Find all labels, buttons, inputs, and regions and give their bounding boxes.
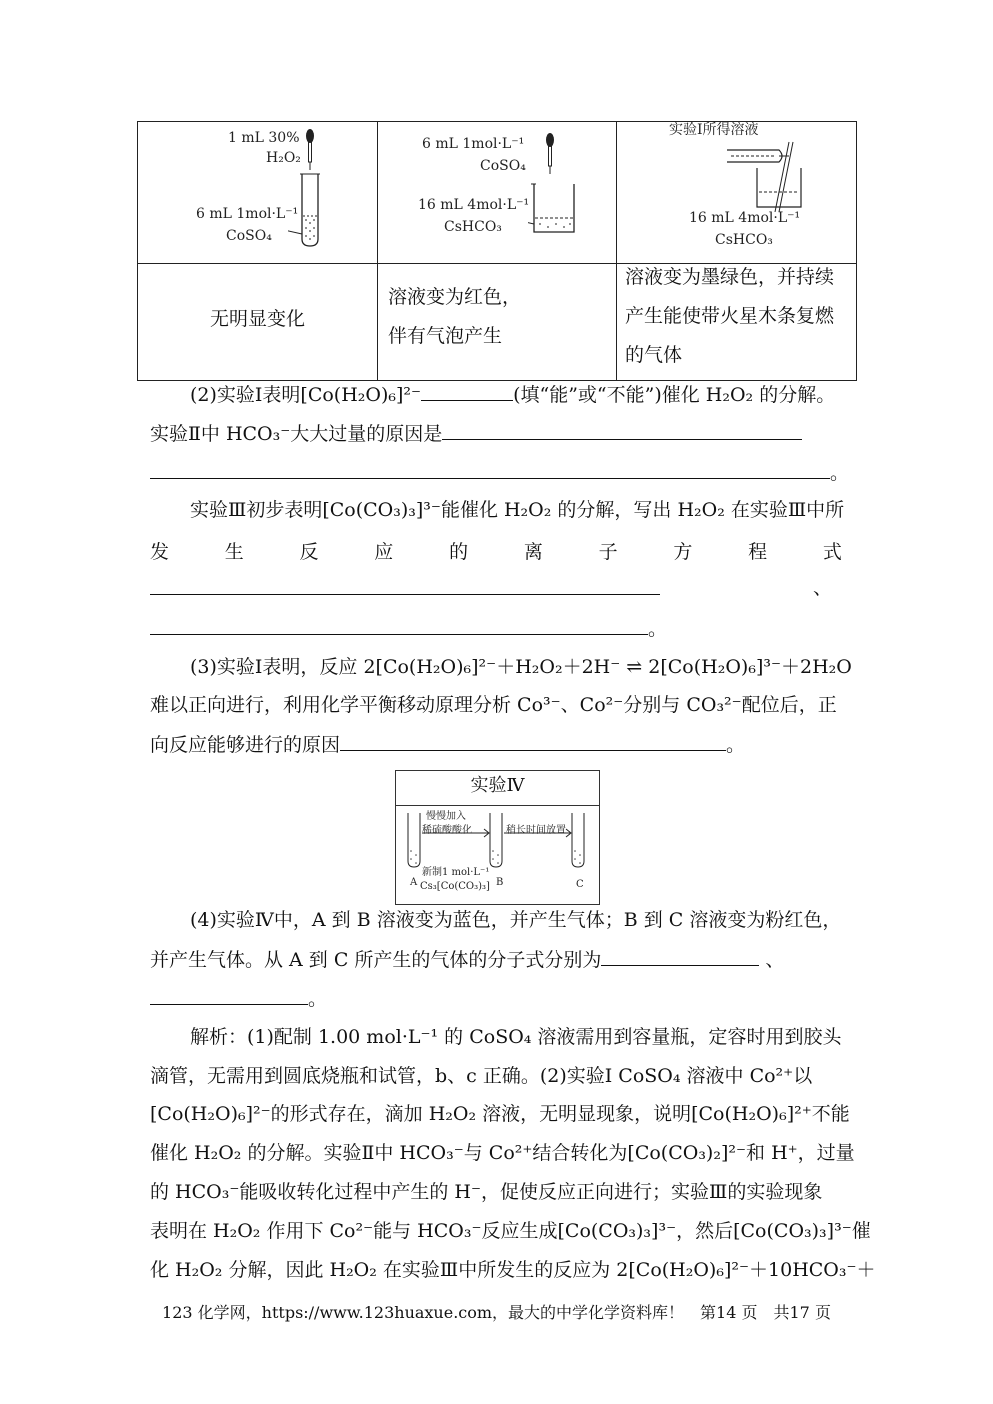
q2-line7 (150, 616, 667, 641)
q2-blank-5[interactable] (150, 616, 648, 635)
exp1-result-cell (138, 264, 378, 381)
q2-char: 子 (598, 541, 618, 563)
tube-pouring-into-beaker-icon (717, 132, 827, 212)
exp2-result-line1: 溶液变为红色， (388, 286, 522, 308)
exp4-step2: 稍长时间放置 (506, 825, 566, 836)
q3-line3-end: 。 (726, 734, 746, 756)
exp4-tube-b-label: B (496, 877, 504, 888)
exp2-result-cell (378, 264, 617, 381)
q4-blank-1[interactable] (601, 947, 759, 966)
exp4-reagent-a: 新制1 mol·L⁻¹ (422, 867, 490, 878)
experiment-4-title: 实验Ⅳ (396, 771, 599, 806)
q3-line3-text: 向反应能够进行的原因 (150, 734, 341, 756)
q2-line4: 实验Ⅲ初步表明[Co(CO₃)₃]³⁻能催化 H₂O₂ 的分解，写出 H₂O₂ 在实验Ⅲ中所 (190, 499, 845, 521)
exp2-diagram-cell (378, 122, 617, 264)
q2-line1-a: (2)实验Ⅰ表明[Co(H₂O)₆]²⁻ (190, 384, 422, 406)
exp2-coso4-label: CoSO₄ (480, 158, 526, 174)
exp2-coso4-amount: 6 mL 1mol·L⁻¹ (422, 136, 525, 152)
q2-line2 (150, 421, 802, 446)
q2-blank-4[interactable] (150, 576, 660, 595)
q2-char: 程 (748, 541, 768, 563)
q2-line1 (190, 382, 835, 407)
analysis-line6: 表明在 H₂O₂ 作用下 Co²⁻能与 HCO₃⁻反应生成[Co(CO₃)₃]³⁻，然后[Co(CO₃)₃]³⁻催 (150, 1220, 871, 1242)
three-test-tubes-icon (396, 807, 599, 903)
page-footer: 123 化学网，https://www.123huaxue.com，最大的中学化学资料库！ 第14 页 共17 页 (162, 1303, 831, 1322)
q2-line6-end: 、 (812, 577, 832, 599)
q2-blank-2[interactable] (442, 421, 802, 440)
q2-char: 离 (523, 541, 543, 563)
exp3-result-line2: 产生能使带火星木条复燃 (625, 305, 835, 327)
q2-char: 反 (299, 541, 319, 563)
exp4-reagent-b: Cs₃[Co(CO₃)₃] (420, 881, 490, 892)
q2-char: 方 (673, 541, 693, 563)
q3-line3 (150, 732, 745, 757)
q4-line2-text: 并产生气体。从 A 到 C 所产生的气体的分子式分别为 (150, 949, 602, 971)
analysis-line5: 的 HCO₃⁻能吸收转化过程中产生的 H⁻，促使反应正向进行；实验Ⅲ的实验现象 (150, 1181, 823, 1203)
q4-line1: (4)实验Ⅳ中，A 到 B 溶液变为蓝色，并产生气体；B 到 C 溶液变为粉红色， (190, 909, 842, 931)
exp3-cshco3-amount: 16 mL 4mol·L⁻¹ (689, 210, 801, 226)
q4-line2 (150, 947, 784, 972)
q2-line3-end: 。 (830, 462, 850, 484)
q3-line2: 难以正向进行，利用化学平衡移动原理分析 Co³⁻、Co²⁻分别与 CO₃²⁻配位后，正 (150, 694, 837, 716)
exp1-result: 无明显变化 (209, 308, 305, 330)
exp4-step1-a: 慢慢加入 (426, 811, 466, 822)
exp3-result-line3: 的气体 (625, 344, 683, 366)
experiment-table (137, 121, 857, 381)
analysis-line4: 催化 H₂O₂ 的分解。实验Ⅱ中 HCO₃⁻与 Co²⁺结合转化为[Co(CO₃)₂]²⁻和 H⁺，过量 (150, 1142, 855, 1164)
analysis-line1: 解析：(1)配制 1.00 mol·L⁻¹ 的 CoSO₄ 溶液需用到容量瓶，定容时用到胶头 (190, 1026, 842, 1048)
analysis-line2: 滴管，无需用到圆底烧瓶和试管，b、c 正确。(2)实验Ⅰ CoSO₄ 溶液中 Co²⁺以 (150, 1065, 813, 1087)
exp4-tube-a-label: A (410, 877, 418, 888)
exp2-result-line2: 伴有气泡产生 (388, 325, 503, 347)
q2-line1-b: (填“能”或“不能”)催化 H₂O₂ 的分解。 (513, 384, 836, 406)
exp3-cshco3-label: CsHCO₃ (715, 232, 773, 248)
dropper-and-test-tube-icon (288, 124, 328, 254)
exp1-h2o2-label: H₂O₂ (266, 150, 301, 166)
q2-line6 (150, 576, 842, 601)
q2-char: 发 (150, 541, 170, 563)
analysis-line7: 化 H₂O₂ 分解，因此 H₂O₂ 在实验Ⅲ中所发生的反应为 2[Co(H₂O)₆]²⁻＋10HCO₃⁻＋ (150, 1259, 876, 1281)
q4-line3-end: 。 (308, 988, 328, 1010)
q2-line5 (150, 537, 842, 564)
exp3-result-line1: 溶液变为墨绿色，并持续 (625, 266, 835, 288)
q2-char: 生 (224, 541, 244, 563)
exp3-diagram-cell (617, 122, 857, 264)
q2-char: 的 (449, 541, 469, 563)
exp3-result-cell (617, 264, 857, 381)
experiment-4-diagram (395, 770, 600, 905)
q2-line2-text: 实验Ⅱ中 HCO₃⁻大大过量的原因是 (150, 423, 443, 445)
q4-blank-2[interactable] (150, 986, 308, 1005)
exp1-diagram-cell (138, 122, 378, 264)
q2-line7-end: 。 (648, 618, 668, 640)
exp2-cshco3-label: CsHCO₃ (444, 219, 502, 235)
dropper-and-beaker-icon (528, 132, 608, 242)
q2-blank-3[interactable] (150, 460, 830, 479)
q2-char: 式 (822, 541, 842, 563)
q3-blank[interactable] (340, 732, 726, 751)
analysis-line3: [Co(H₂O)₆]²⁻的形式存在，滴加 H₂O₂ 溶液，无明显现象，说明[Co(H₂O)₆]²⁺不能 (150, 1103, 850, 1125)
exp1-h2o2-amount: 1 mL 30% (228, 130, 300, 146)
q3-line1: (3)实验Ⅰ表明，反应 2[Co(H₂O)₆]²⁻＋H₂O₂＋2H⁻ ⇌ 2[Co(H₂O)₆]³⁻＋2H₂O (190, 656, 852, 678)
q2-line3 (150, 460, 849, 485)
exp3-solution-label: 实验Ⅰ所得溶液 (669, 122, 759, 138)
exp1-coso4-label: CoSO₄ (226, 228, 272, 244)
exp1-coso4-amount: 6 mL 1mol·L⁻¹ (196, 206, 299, 222)
q2-char: 应 (374, 541, 394, 563)
exp4-step1-b: 稀硫酸酸化 (422, 825, 472, 836)
exp2-cshco3-amount: 16 mL 4mol·L⁻¹ (418, 197, 530, 213)
q4-line2-end: 、 (765, 949, 785, 971)
q4-line3 (150, 986, 327, 1011)
exp4-tube-c-label: C (576, 879, 584, 890)
q2-blank-1[interactable] (421, 382, 513, 401)
